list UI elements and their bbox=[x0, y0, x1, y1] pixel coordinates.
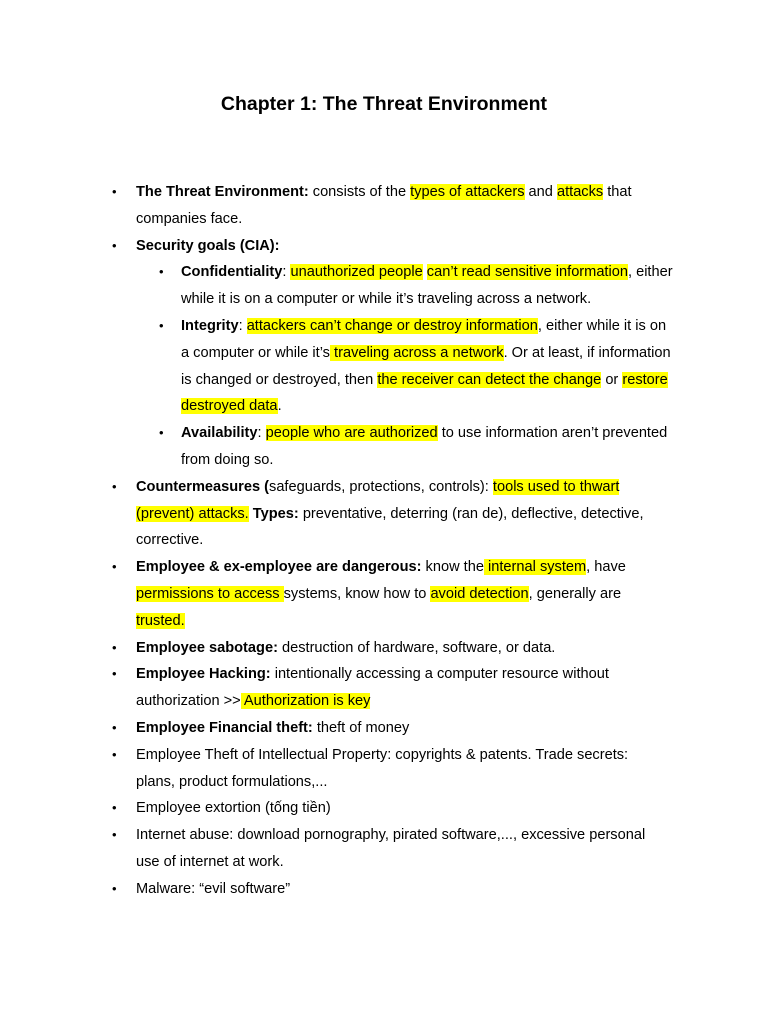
list-item-extortion: • Employee extortion (tống tiền) bbox=[0, 795, 768, 822]
text-span: destruction of hardware, software, or data. bbox=[277, 639, 556, 656]
list-item-financial-theft bbox=[0, 715, 768, 742]
list-item-employee-hacking bbox=[0, 661, 768, 715]
highlighted-text: attackers can’t change or destroy information bbox=[246, 317, 538, 334]
highlighted-text: traveling across a network bbox=[329, 344, 504, 361]
list-item-integrity bbox=[181, 313, 673, 420]
list-item-malware: • Malware: “evil software” bbox=[0, 876, 768, 903]
text-span: consists of the bbox=[308, 184, 411, 200]
highlighted-text: internal system bbox=[483, 559, 587, 576]
highlighted-text: permissions to access bbox=[136, 585, 284, 602]
highlighted-text: tools used to thwart (prevent) attacks. bbox=[136, 478, 620, 522]
text-span: : bbox=[282, 264, 291, 281]
list-item-internet-abuse: • Internet abuse: download pornography, pirated software,..., excessive personal use of internet at work. bbox=[0, 822, 768, 876]
text-span: , either while it is on a computer or while it’s bbox=[181, 317, 667, 361]
highlighted-text: can’t read sensitive information bbox=[426, 264, 628, 281]
page-title: Chapter 1: The Threat Environment bbox=[220, 93, 548, 115]
list-item-security-goals bbox=[0, 233, 768, 474]
text-span: that companies face. bbox=[136, 184, 632, 227]
text-span: to use information aren’t prevented from doing so. bbox=[181, 425, 668, 468]
sub-bullet-list bbox=[136, 259, 673, 473]
highlighted-text: trusted. bbox=[136, 612, 185, 629]
text-span: and bbox=[524, 184, 557, 200]
highlighted-text: restore destroyed data bbox=[181, 371, 668, 415]
text-span: know the bbox=[421, 559, 484, 576]
list-item-countermeasures bbox=[0, 474, 768, 554]
document-body bbox=[0, 179, 768, 903]
term: Countermeasures ( bbox=[136, 478, 270, 495]
highlighted-text: unauthorized people bbox=[290, 264, 423, 281]
text-span: . Or at least, if information is changed or destroyed, then bbox=[181, 344, 671, 388]
list-item-employee-sabotage bbox=[0, 635, 768, 662]
text-span: , either while it is on a computer or while it’s traveling across a network. bbox=[181, 264, 673, 308]
text-span: , generally are bbox=[528, 585, 622, 602]
text-span: : bbox=[257, 425, 266, 442]
highlighted-text: the receiver can detect the change bbox=[377, 371, 602, 388]
highlighted-text: types of attackers bbox=[410, 184, 525, 200]
text-span: , have bbox=[586, 559, 626, 576]
term: Employee sabotage: bbox=[136, 639, 278, 656]
highlighted-text: attacks bbox=[556, 184, 604, 200]
term: The Threat Environment: bbox=[136, 184, 309, 200]
text-span: safeguards, protections, controls): bbox=[269, 478, 493, 495]
term: Employee & ex-employee are dangerous: bbox=[136, 559, 422, 576]
highlighted-text: people who are authorized bbox=[265, 425, 438, 442]
highlighted-text: avoid detection bbox=[430, 585, 529, 602]
list-item-threat-environment bbox=[0, 179, 768, 233]
text-span: intentionally accessing a computer resource without authorization >> bbox=[136, 666, 609, 710]
text-span: systems, know how to bbox=[283, 585, 431, 602]
text-span: or bbox=[601, 371, 623, 388]
term: Types: bbox=[248, 505, 299, 522]
term: Employee Financial theft: bbox=[136, 719, 313, 736]
list-item-employee-dangerous bbox=[0, 554, 768, 634]
term: Security goals (CIA): bbox=[136, 237, 280, 254]
term: Employee Hacking: bbox=[136, 666, 271, 683]
text-span: : bbox=[238, 317, 247, 334]
text-span: . bbox=[277, 398, 282, 415]
bullet-list bbox=[0, 179, 768, 903]
text-span: preventative, deterring (ran de), deflective, detective, corrective. bbox=[136, 505, 644, 549]
term: Confidentiality bbox=[181, 264, 283, 281]
term: Integrity bbox=[181, 317, 239, 334]
highlighted-text: Authorization is key bbox=[240, 693, 371, 710]
list-item-confidentiality bbox=[181, 259, 673, 313]
list-item-ip-theft: • Employee Theft of Intellectual Property: copyrights & patents. Trade secrets: plans, product formulations,... bbox=[0, 742, 768, 796]
text-span: theft of money bbox=[312, 719, 410, 736]
list-item-availability bbox=[181, 420, 673, 474]
term: Availability bbox=[181, 425, 258, 442]
